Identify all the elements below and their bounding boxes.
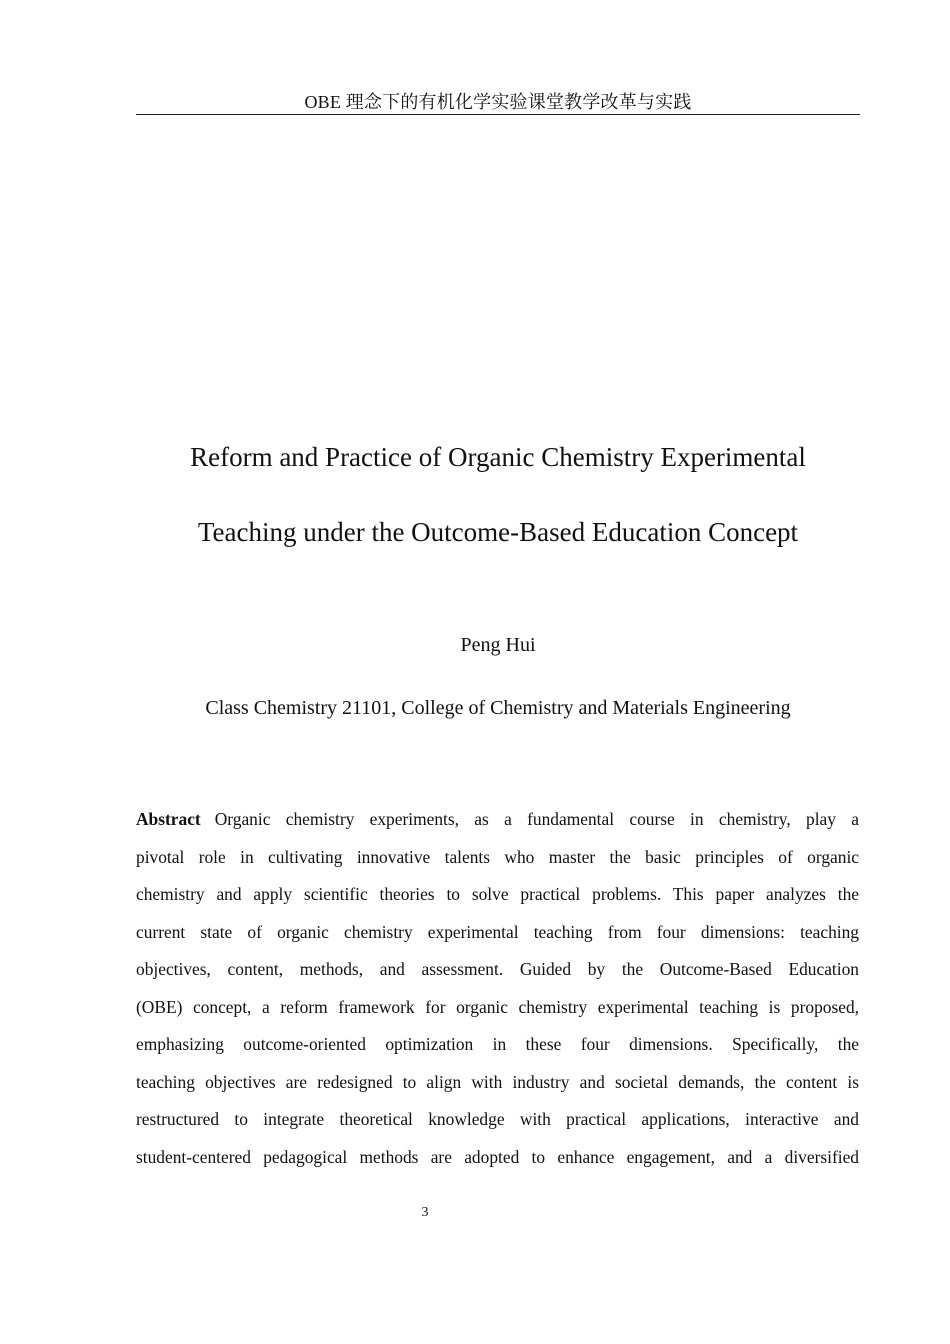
paper-title-line: Teaching under the Outcome-Based Education Concept: [197, 517, 799, 547]
abstract-line: emphasizing outcome-oriented optimization in these four dimensions. Specifically, the: [136, 1034, 859, 1054]
abstract-line: current state of organic chemistry experimental teaching from four dimensions: teaching: [136, 921, 859, 942]
paper-title-line: Reform and Practice of Organic Chemistry Experimental: [190, 442, 806, 472]
abstract-line: restructured to integrate theoretical knowledge with practical applications, interactive and: [136, 1109, 859, 1129]
abstract-line-text: Organic chemistry experiments, as a fundamental course in chemistry, play a: [214, 809, 859, 829]
running-header-title: OBE 理念下的有机化学实验课堂教学改革与实践: [304, 92, 692, 112]
abstract-line: [136, 801, 859, 839]
author-name: Peng Hui: [460, 634, 536, 656]
abstract-section: [136, 801, 859, 1176]
author-affiliation: Class Chemistry 21101, College of Chemistry and Materials Engineering: [205, 697, 791, 719]
abstract-line: pivotal role in cultivating innovative talents who master the basic principles of organic: [136, 846, 859, 867]
abstract-line: chemistry and apply scientific theories to solve practical problems. This paper analyzes the: [136, 884, 859, 904]
running-header: [136, 90, 860, 115]
abstract-line: (OBE) concept, a reform framework for organic chemistry experimental teaching is proposed,: [136, 996, 859, 1017]
page-number: 3: [421, 1205, 429, 1220]
abstract-line: student-centered pedagogical methods are adopted to enhance engagement, and a diversified: [136, 1146, 859, 1167]
abstract-label: Abstract: [136, 809, 201, 829]
abstract-line: teaching objectives are redesigned to align with industry and societal demands, the content is: [136, 1071, 859, 1092]
abstract-line: objectives, content, methods, and assessment. Guided by the Outcome-Based Education: [136, 959, 859, 979]
paper-title: [120, 420, 876, 570]
